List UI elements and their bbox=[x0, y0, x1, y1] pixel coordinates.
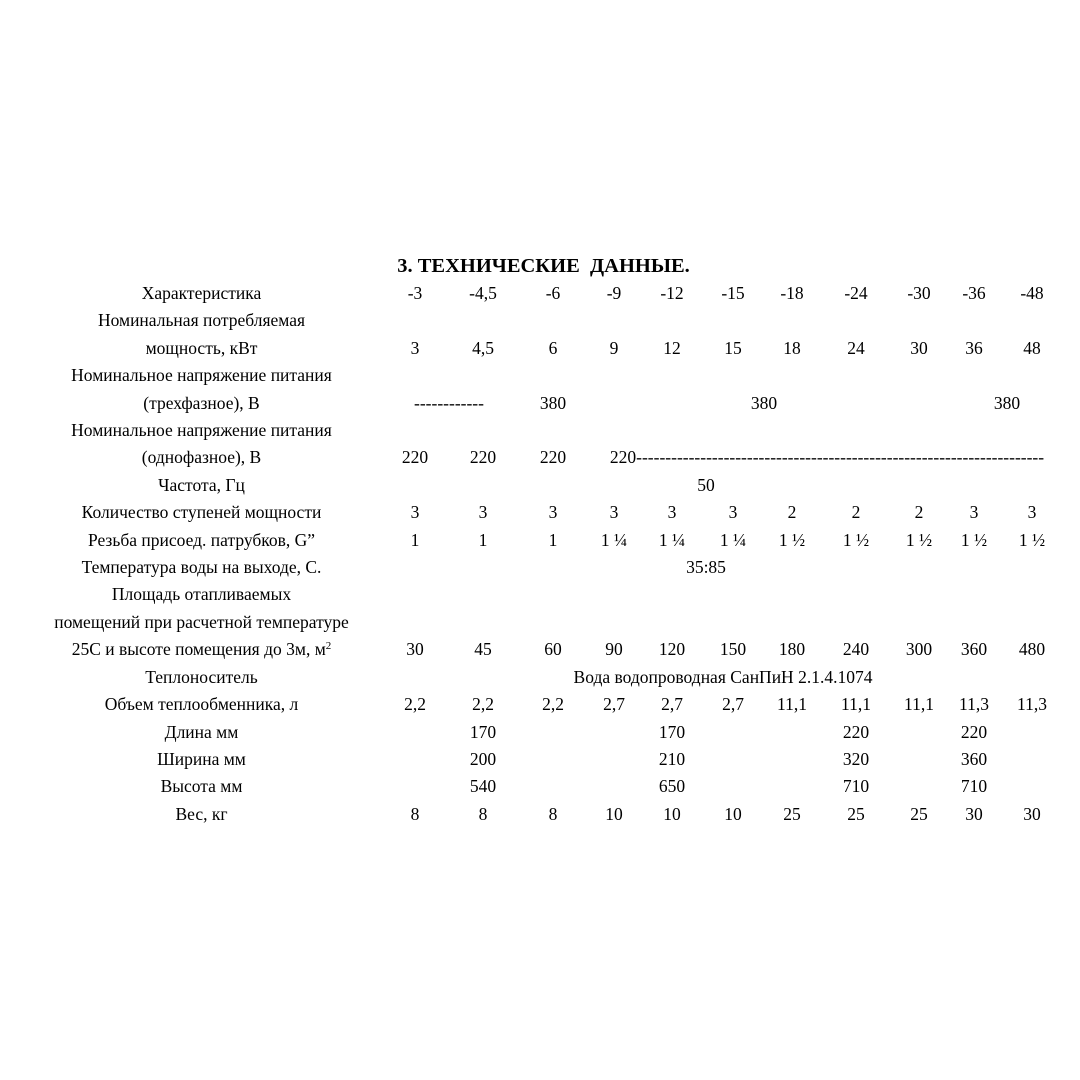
row-label bbox=[22, 417, 381, 472]
cell-value: 15 bbox=[724, 337, 742, 358]
cell-value: 11,3 bbox=[1017, 694, 1047, 715]
cell-value: 220 bbox=[539, 447, 567, 468]
cell-value: 2 bbox=[914, 502, 924, 523]
cell-empty bbox=[589, 362, 705, 417]
cell-value: 480 bbox=[1018, 639, 1046, 660]
cell-value: 9 bbox=[609, 337, 619, 358]
row-label-line: (однофазное), В bbox=[141, 447, 262, 468]
cell-empty bbox=[705, 773, 823, 800]
cell-empty bbox=[889, 773, 949, 800]
model-header: -12 bbox=[660, 283, 684, 303]
row-label-line: Площадь отапливаемых bbox=[111, 584, 292, 605]
cell-value: 10 bbox=[724, 803, 742, 824]
cell-value: 240 bbox=[842, 639, 870, 660]
table-row-thread bbox=[22, 527, 1065, 554]
cell-value: 380 bbox=[750, 392, 778, 413]
model-header: -15 bbox=[721, 283, 745, 303]
cell-value: 220 bbox=[960, 721, 988, 742]
table-row-coolant bbox=[22, 664, 1065, 691]
cell-value: 3 bbox=[410, 337, 420, 358]
cell-empty bbox=[999, 773, 1065, 800]
table-row-width bbox=[22, 746, 1065, 773]
table-row-frequency bbox=[22, 472, 1065, 499]
cell-empty bbox=[999, 746, 1065, 773]
row-label-line: Номинальное напряжение питания bbox=[71, 365, 332, 386]
row-label: Температура воды на выходе, С. bbox=[81, 557, 322, 578]
cell-empty bbox=[705, 719, 823, 746]
row-label: Характеристика bbox=[141, 283, 262, 303]
cell-value: 710 bbox=[842, 776, 870, 797]
row-label-line: помещений при расчетной температуре bbox=[54, 611, 349, 632]
page-title: 3. ТЕХНИЧЕСКИЕ ДАННЫЕ. bbox=[397, 255, 690, 277]
model-header: -24 bbox=[844, 283, 868, 303]
cell-value-dashes: 220---------------------------------------------------------------------- bbox=[609, 447, 1045, 468]
row-label: Объем теплообменника, л bbox=[104, 694, 299, 715]
cell-value: 1 ¼ bbox=[719, 529, 747, 550]
row-label: Резьба присоед. патрубков, G” bbox=[87, 529, 316, 550]
cell-value: 30 bbox=[910, 337, 928, 358]
cell-dashes: ------------ bbox=[414, 392, 484, 413]
cell-value: 3 bbox=[1027, 502, 1037, 523]
cell-value: 90 bbox=[605, 639, 623, 660]
model-header: -6 bbox=[545, 283, 561, 303]
cell-empty bbox=[517, 773, 639, 800]
cell-value: 1 ¼ bbox=[600, 529, 628, 550]
cell-value: 170 bbox=[658, 721, 686, 742]
cell-value: 2,2 bbox=[542, 694, 564, 715]
cell-value: 2,2 bbox=[404, 694, 426, 715]
cell-value: 170 bbox=[469, 721, 497, 742]
cell-value: 35:85 bbox=[686, 557, 726, 578]
table-row-height bbox=[22, 773, 1065, 800]
cell-value: 25 bbox=[847, 803, 865, 824]
cell-value: 12 bbox=[663, 337, 681, 358]
row-label bbox=[22, 362, 381, 417]
cell-empty bbox=[889, 746, 949, 773]
model-header: -18 bbox=[780, 283, 804, 303]
model-header: -48 bbox=[1020, 283, 1044, 303]
cell-value: 3 bbox=[667, 502, 677, 523]
cell-empty bbox=[381, 746, 449, 773]
cell-value: 8 bbox=[478, 803, 488, 824]
row-label-text: 25С и высоте помещения до 3м, м bbox=[71, 639, 326, 660]
cell-value: 24 bbox=[847, 337, 865, 358]
cell-value: 150 bbox=[719, 639, 747, 660]
cell-value: 380 bbox=[993, 392, 1021, 413]
cell-value: 10 bbox=[605, 803, 623, 824]
cell-value: 220 bbox=[401, 447, 429, 468]
cell-value: 360 bbox=[960, 639, 988, 660]
cell-value: 60 bbox=[544, 639, 562, 660]
cell-value: 8 bbox=[548, 803, 558, 824]
cell-value: 1 ¼ bbox=[658, 529, 686, 550]
model-header: -4,5 bbox=[469, 283, 497, 303]
table-row-water-temp bbox=[22, 554, 1065, 581]
cell-value: Вода водопроводная СанПиН 2.1.4.1074 bbox=[573, 666, 873, 687]
cell-empty bbox=[381, 472, 589, 499]
cell-value: 10 bbox=[663, 803, 681, 824]
cell-empty bbox=[823, 554, 1065, 581]
cell-empty bbox=[517, 719, 639, 746]
cell-value: 360 bbox=[960, 748, 988, 769]
cell-value: 2,7 bbox=[603, 694, 625, 715]
cell-value: 45 bbox=[474, 639, 492, 660]
cell-value: 2,2 bbox=[472, 694, 494, 715]
cell-value: 380 bbox=[539, 392, 567, 413]
row-label-line: (трехфазное), В bbox=[143, 392, 260, 413]
cell-value: 11,1 bbox=[904, 694, 934, 715]
row-label: Ширина мм bbox=[157, 748, 246, 769]
table-row-voltage-single-phase bbox=[22, 417, 1065, 472]
row-label: Высота мм bbox=[160, 776, 243, 797]
cell-value: 3 bbox=[728, 502, 738, 523]
row-label bbox=[22, 581, 381, 663]
cell-empty bbox=[823, 362, 949, 417]
model-header: -3 bbox=[407, 283, 423, 303]
cell-value: 3 bbox=[969, 502, 979, 523]
cell-value: 8 bbox=[410, 803, 420, 824]
cell-value: 1 ½ bbox=[778, 529, 806, 550]
cell-value: 120 bbox=[658, 639, 686, 660]
table-row-header bbox=[22, 280, 1065, 307]
model-header: -36 bbox=[962, 283, 986, 303]
model-header: -30 bbox=[907, 283, 931, 303]
cell-value: 2 bbox=[787, 502, 797, 523]
cell-value: 1 ½ bbox=[960, 529, 988, 550]
technical-data-table bbox=[22, 280, 1065, 828]
cell-empty bbox=[381, 719, 449, 746]
cell-value: 1 ½ bbox=[905, 529, 933, 550]
cell-value: 1 bbox=[548, 529, 558, 550]
table-row-power-steps bbox=[22, 499, 1065, 526]
row-label-line: Номинальная потребляемая bbox=[97, 310, 306, 331]
row-label bbox=[22, 307, 381, 362]
row-label: Количество ступеней мощности bbox=[81, 502, 322, 523]
cell-value: 200 bbox=[469, 748, 497, 769]
cell-value: 25 bbox=[783, 803, 801, 824]
cell-value: 3 bbox=[548, 502, 558, 523]
cell-value: 11,3 bbox=[959, 694, 989, 715]
model-header: -9 bbox=[606, 283, 622, 303]
superscript: 2 bbox=[325, 640, 332, 653]
row-label: Вес, кг bbox=[175, 803, 228, 824]
cell-value: 36 bbox=[965, 337, 983, 358]
table-row-voltage-three-phase bbox=[22, 362, 1065, 417]
cell-value: 180 bbox=[778, 639, 806, 660]
cell-value: 48 bbox=[1023, 337, 1041, 358]
table-row-power bbox=[22, 307, 1065, 362]
cell-value: 3 bbox=[410, 502, 420, 523]
cell-value: 210 bbox=[658, 748, 686, 769]
cell-value: 3 bbox=[478, 502, 488, 523]
cell-value: 1 bbox=[410, 529, 420, 550]
cell-value: 4,5 bbox=[472, 337, 494, 358]
cell-value: 650 bbox=[658, 776, 686, 797]
cell-value: 540 bbox=[469, 776, 497, 797]
cell-value: 6 bbox=[548, 337, 558, 358]
row-label-line: мощность, кВт bbox=[145, 337, 258, 358]
table-row-volume bbox=[22, 691, 1065, 718]
cell-empty bbox=[705, 746, 823, 773]
row-label-line: Номинальное напряжение питания bbox=[71, 420, 332, 441]
cell-value: 300 bbox=[905, 639, 933, 660]
cell-empty bbox=[517, 746, 639, 773]
cell-value: 220 bbox=[842, 721, 870, 742]
cell-empty bbox=[823, 472, 1065, 499]
cell-value: 50 bbox=[697, 474, 715, 495]
table-row-weight bbox=[22, 801, 1065, 828]
cell-value: 2 bbox=[851, 502, 861, 523]
cell-value: 1 bbox=[478, 529, 488, 550]
cell-value: 11,1 bbox=[777, 694, 807, 715]
row-label: Теплоноситель bbox=[145, 666, 258, 687]
cell-value: 2,7 bbox=[722, 694, 744, 715]
cell-empty bbox=[381, 773, 449, 800]
cell-value: 30 bbox=[1023, 803, 1041, 824]
row-label: Длина мм bbox=[164, 721, 239, 742]
row-label-line bbox=[22, 636, 381, 663]
cell-empty bbox=[999, 719, 1065, 746]
cell-empty bbox=[381, 554, 589, 581]
cell-value: 320 bbox=[842, 748, 870, 769]
table-row-length bbox=[22, 719, 1065, 746]
cell-value: 11,1 bbox=[841, 694, 871, 715]
table-row-area bbox=[22, 581, 1065, 663]
cell-value: 3 bbox=[609, 502, 619, 523]
cell-value: 30 bbox=[965, 803, 983, 824]
cell-value: 25 bbox=[910, 803, 928, 824]
cell-value: 1 ½ bbox=[1018, 529, 1046, 550]
cell-value: 220 bbox=[469, 447, 497, 468]
cell-value: 18 bbox=[783, 337, 801, 358]
cell-value: 30 bbox=[406, 639, 424, 660]
cell-value: 1 ½ bbox=[842, 529, 870, 550]
row-label: Частота, Гц bbox=[158, 474, 245, 495]
cell-empty bbox=[889, 719, 949, 746]
cell-value: 2,7 bbox=[661, 694, 683, 715]
cell-value: 710 bbox=[960, 776, 988, 797]
